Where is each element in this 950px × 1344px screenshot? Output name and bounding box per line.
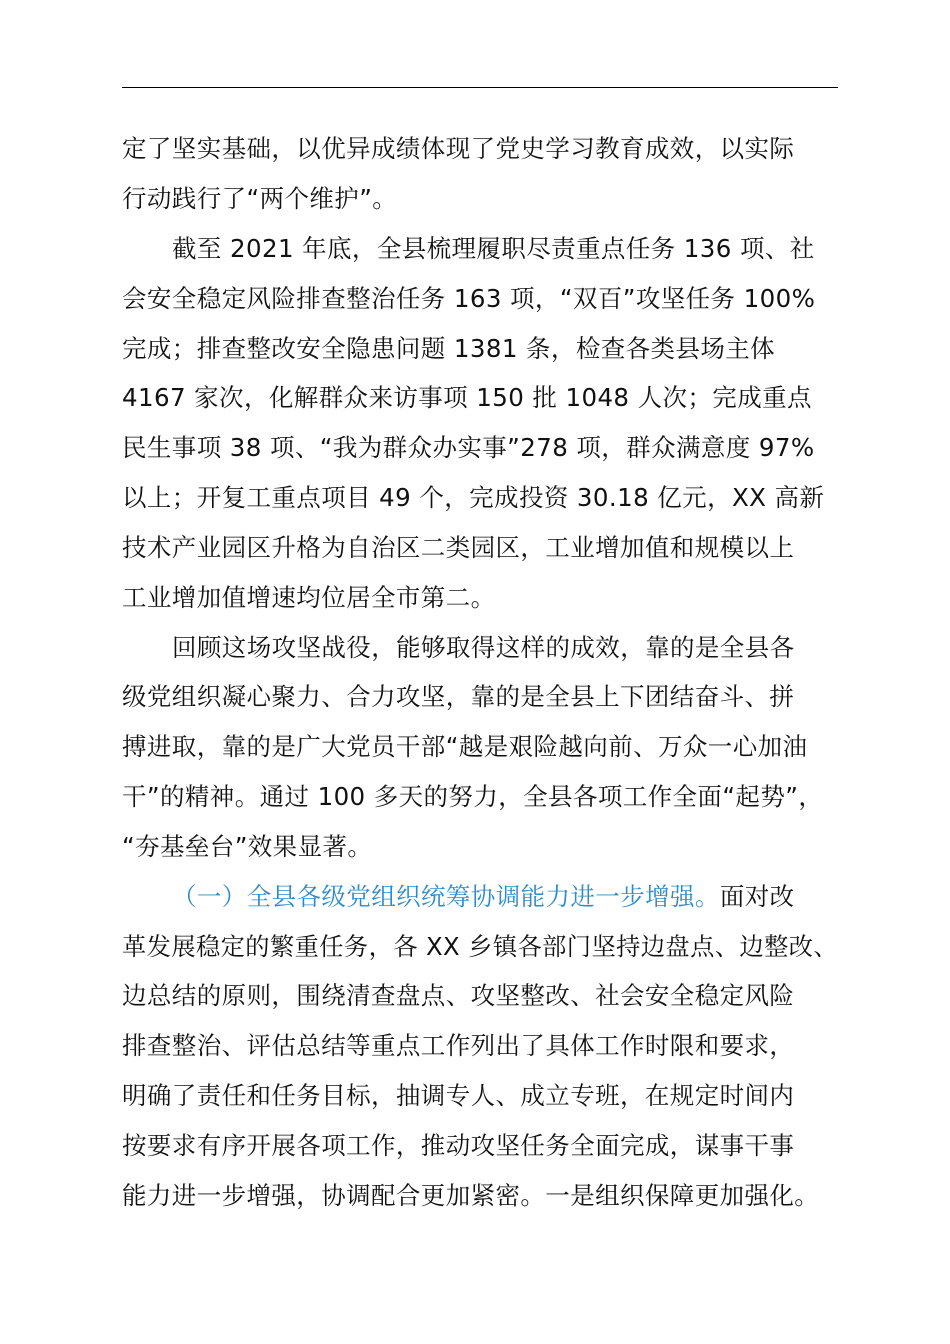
text-line: 截至 2021 年底，全县梳理履职尽责重点任务 136 项、社	[172, 234, 815, 263]
section-heading-line	[172, 877, 795, 917]
header-rule	[122, 87, 838, 88]
text-line: 革发展稳定的繁重任务，各 XX 乡镇各部门坚持边盘点、边整改、	[122, 932, 839, 961]
text-line: 行动践行了“两个维护”。	[122, 184, 398, 213]
text-line: 民生事项 38 项、“我为群众办实事”278 项，群众满意度 97%	[122, 433, 815, 462]
text-line: “夯基垒台”效果显著。	[122, 832, 373, 861]
text-line: 会安全稳定风险排查整治任务 163 项，“双百”攻坚任务 100%	[122, 284, 816, 313]
text-line: 搏进取，靠的是广大党员干部“越是艰险越向前、万众一心加油	[122, 732, 808, 761]
text-line: 边总结的原则，围绕清查盘点、攻坚整改、社会安全稳定风险	[122, 981, 795, 1010]
text-line: 技术产业园区升格为自治区二类园区，工业增加值和规模以上	[122, 533, 795, 562]
text-line: 级党组织凝心聚力、合力攻坚，靠的是全县上下团结奋斗、拼	[122, 682, 795, 711]
text-line: 以上；开复工重点项目 49 个，完成投资 30.18 亿元，XX 高新	[122, 483, 825, 512]
section-heading-tail: 面对改	[719, 882, 795, 911]
text-line: 干”的精神。通过 100 多天的努力，全县各项工作全面“起势”，	[122, 782, 824, 811]
text-line: 排查整治、评估总结等重点工作列出了具体工作时限和要求，	[122, 1031, 795, 1060]
text-line: 明确了责任和任务目标，抽调专人、成立专班，在规定时间内	[122, 1081, 795, 1110]
text-line: 工业增加值增速均位居全市第二。	[122, 583, 496, 612]
text-line: 定了坚实基础，以优异成绩体现了党史学习教育成效，以实际	[122, 134, 795, 163]
text-line: 回顾这场攻坚战役，能够取得这样的成效，靠的是全县各	[172, 633, 795, 662]
text-line: 完成；排查整改安全隐患问题 1381 条，检查各类县场主体	[122, 334, 776, 363]
text-line: 按要求有序开展各项工作，推动攻坚任务全面完成，谋事干事	[122, 1131, 795, 1160]
text-line: 能力进一步增强，协调配合更加紧密。一是组织保障更加强化。	[122, 1181, 820, 1210]
section-heading: （一）全县各级党组织统筹协调能力进一步增强。	[172, 882, 720, 911]
text-line: 4167 家次，化解群众来访事项 150 批 1048 人次；完成重点	[122, 383, 812, 412]
